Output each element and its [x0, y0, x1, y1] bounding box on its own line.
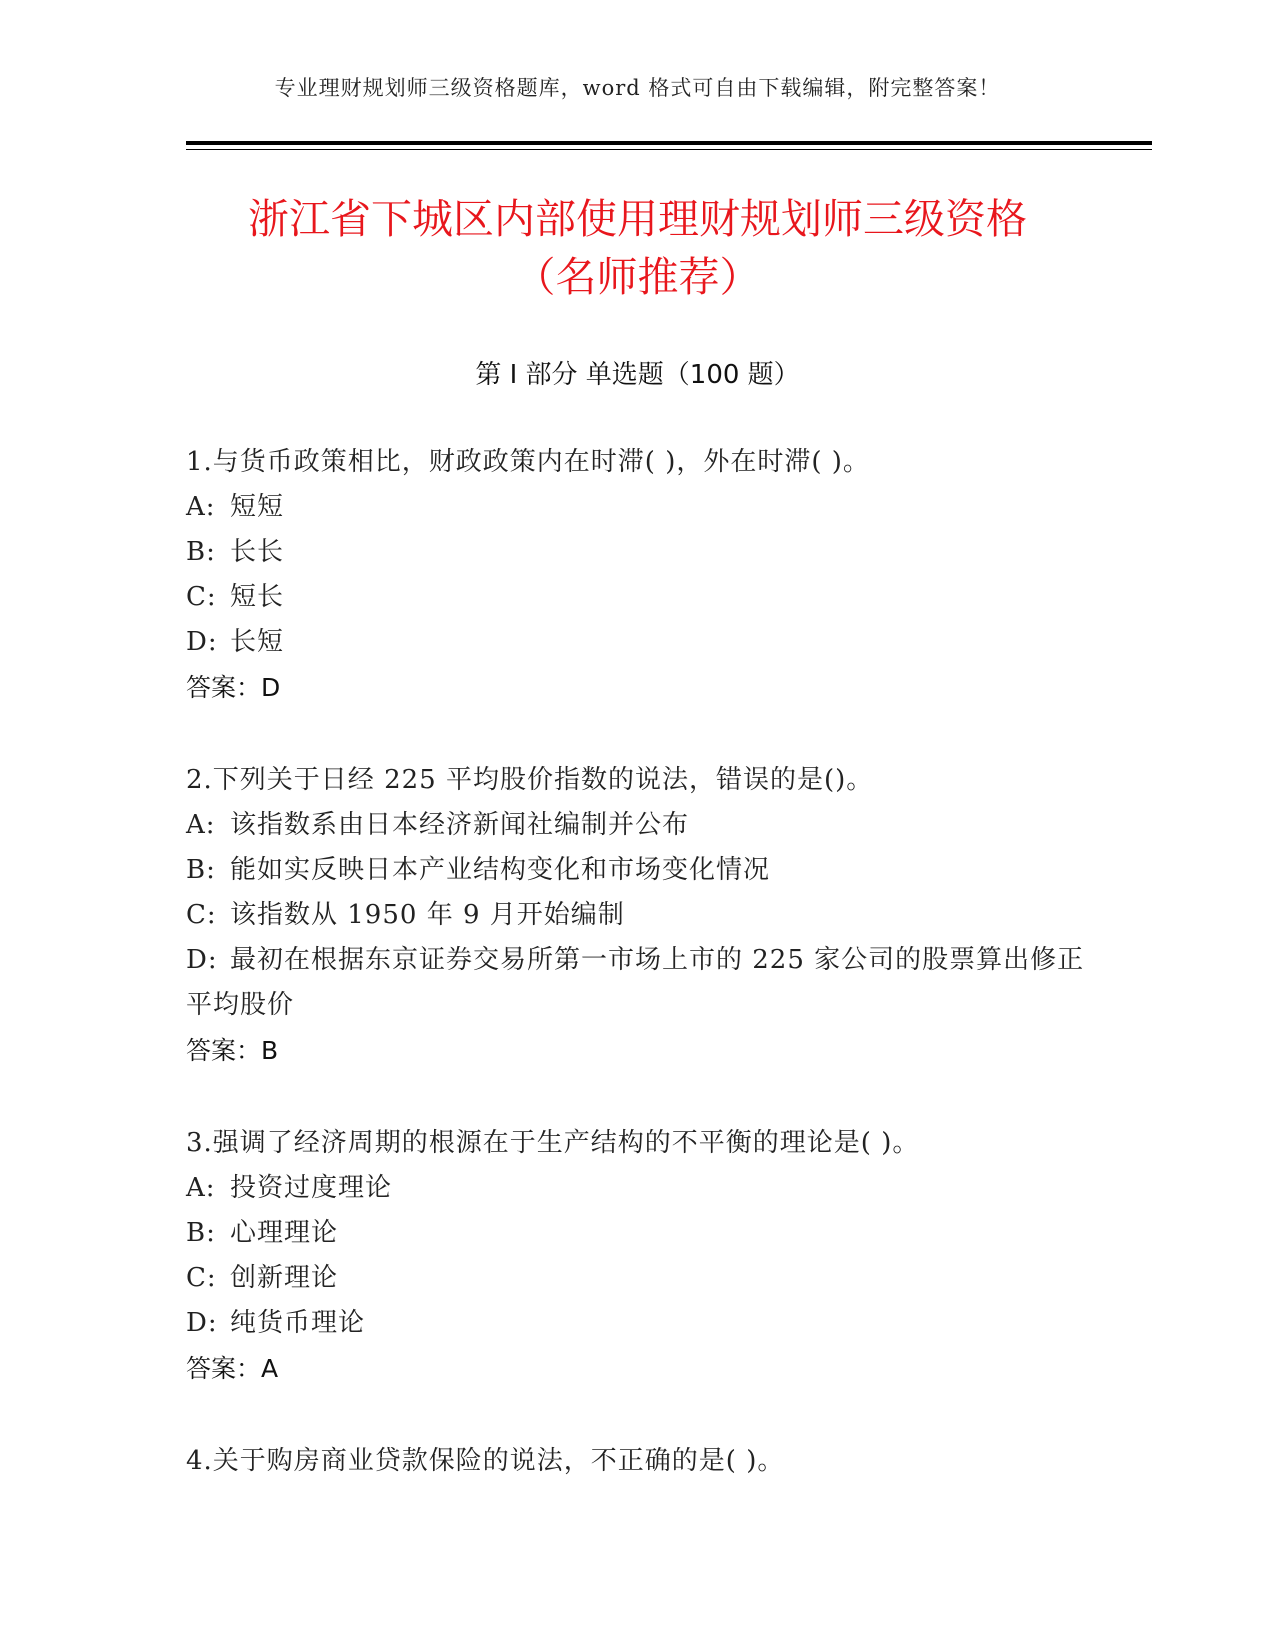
option-c: [186, 575, 1086, 620]
document-title-line-1: 浙江省下城区内部使用理财规划师三级资格: [248, 195, 1027, 243]
option-text: 投资过度理论: [230, 1173, 393, 1203]
option-a: [186, 803, 1086, 848]
option-letter: A:: [186, 492, 216, 522]
option-c: [186, 1256, 1086, 1301]
option-text: 该指数系由日本经济新闻社编制并公布: [230, 810, 690, 840]
header-rule-thick: [186, 141, 1152, 145]
option-b: [186, 530, 1086, 575]
option-letter: B:: [186, 1218, 216, 1248]
header-note: 专业理财规划师三级资格题库，word 格式可自由下载编辑，附完整答案！: [274, 76, 1001, 100]
question-3: [186, 1121, 1086, 1391]
document-title-line-2: （名师推荐）: [514, 253, 761, 301]
answer: 答案：A: [186, 1354, 279, 1383]
option-text: 纯货币理论: [230, 1308, 366, 1338]
question-stem: 1.与货币政策相比，财政政策内在时滞( )，外在时滞( )。: [186, 447, 870, 477]
question-2: [186, 758, 1086, 1073]
option-letter: B:: [186, 855, 216, 885]
option-text: 最初在根据东京证券交易所第一市场上市的 225 家公司的股票算出修正平均股价: [186, 945, 1085, 1020]
option-text: 短长: [230, 582, 285, 612]
option-letter: C:: [186, 1263, 217, 1293]
section-heading: 第 I 部分 单选题（100 题）: [475, 360, 800, 390]
option-letter: A:: [186, 810, 216, 840]
option-text: 能如实反映日本产业结构变化和市场变化情况: [230, 855, 771, 885]
option-text: 该指数从 1950 年 9 月开始编制: [230, 900, 625, 930]
option-b: [186, 1211, 1086, 1256]
question-stem: 4.关于购房商业贷款保险的说法，不正确的是( )。: [186, 1446, 785, 1476]
option-letter: D:: [186, 945, 218, 975]
option-letter: C:: [186, 582, 217, 612]
option-d: [186, 938, 1086, 1028]
document-title: [120, 190, 1155, 306]
option-text: 创新理论: [230, 1263, 339, 1293]
option-text: 心理理论: [230, 1218, 339, 1248]
option-text: 长长: [230, 537, 285, 567]
option-b: [186, 848, 1086, 893]
question-stem: 2.下列关于日经 225 平均股价指数的说法，错误的是()。: [186, 765, 874, 795]
option-letter: D:: [186, 1308, 218, 1338]
option-text: 长短: [230, 627, 285, 657]
option-letter: B:: [186, 537, 216, 567]
option-letter: C:: [186, 900, 217, 930]
option-d: [186, 1301, 1086, 1346]
header-rule-thin: [186, 149, 1152, 150]
question-1: [186, 440, 1086, 710]
option-c: [186, 893, 1086, 938]
option-letter: D:: [186, 627, 218, 657]
question-list: [186, 440, 1086, 1532]
option-a: [186, 1166, 1086, 1211]
answer: 答案：B: [186, 1036, 279, 1065]
option-text: 短短: [230, 492, 285, 522]
answer: 答案：D: [186, 673, 281, 702]
option-a: [186, 485, 1086, 530]
option-letter: A:: [186, 1173, 216, 1203]
option-d: [186, 620, 1086, 665]
question-4: [186, 1439, 1086, 1484]
question-stem: 3.强调了经济周期的根源在于生产结构的不平衡的理论是( )。: [186, 1128, 920, 1158]
